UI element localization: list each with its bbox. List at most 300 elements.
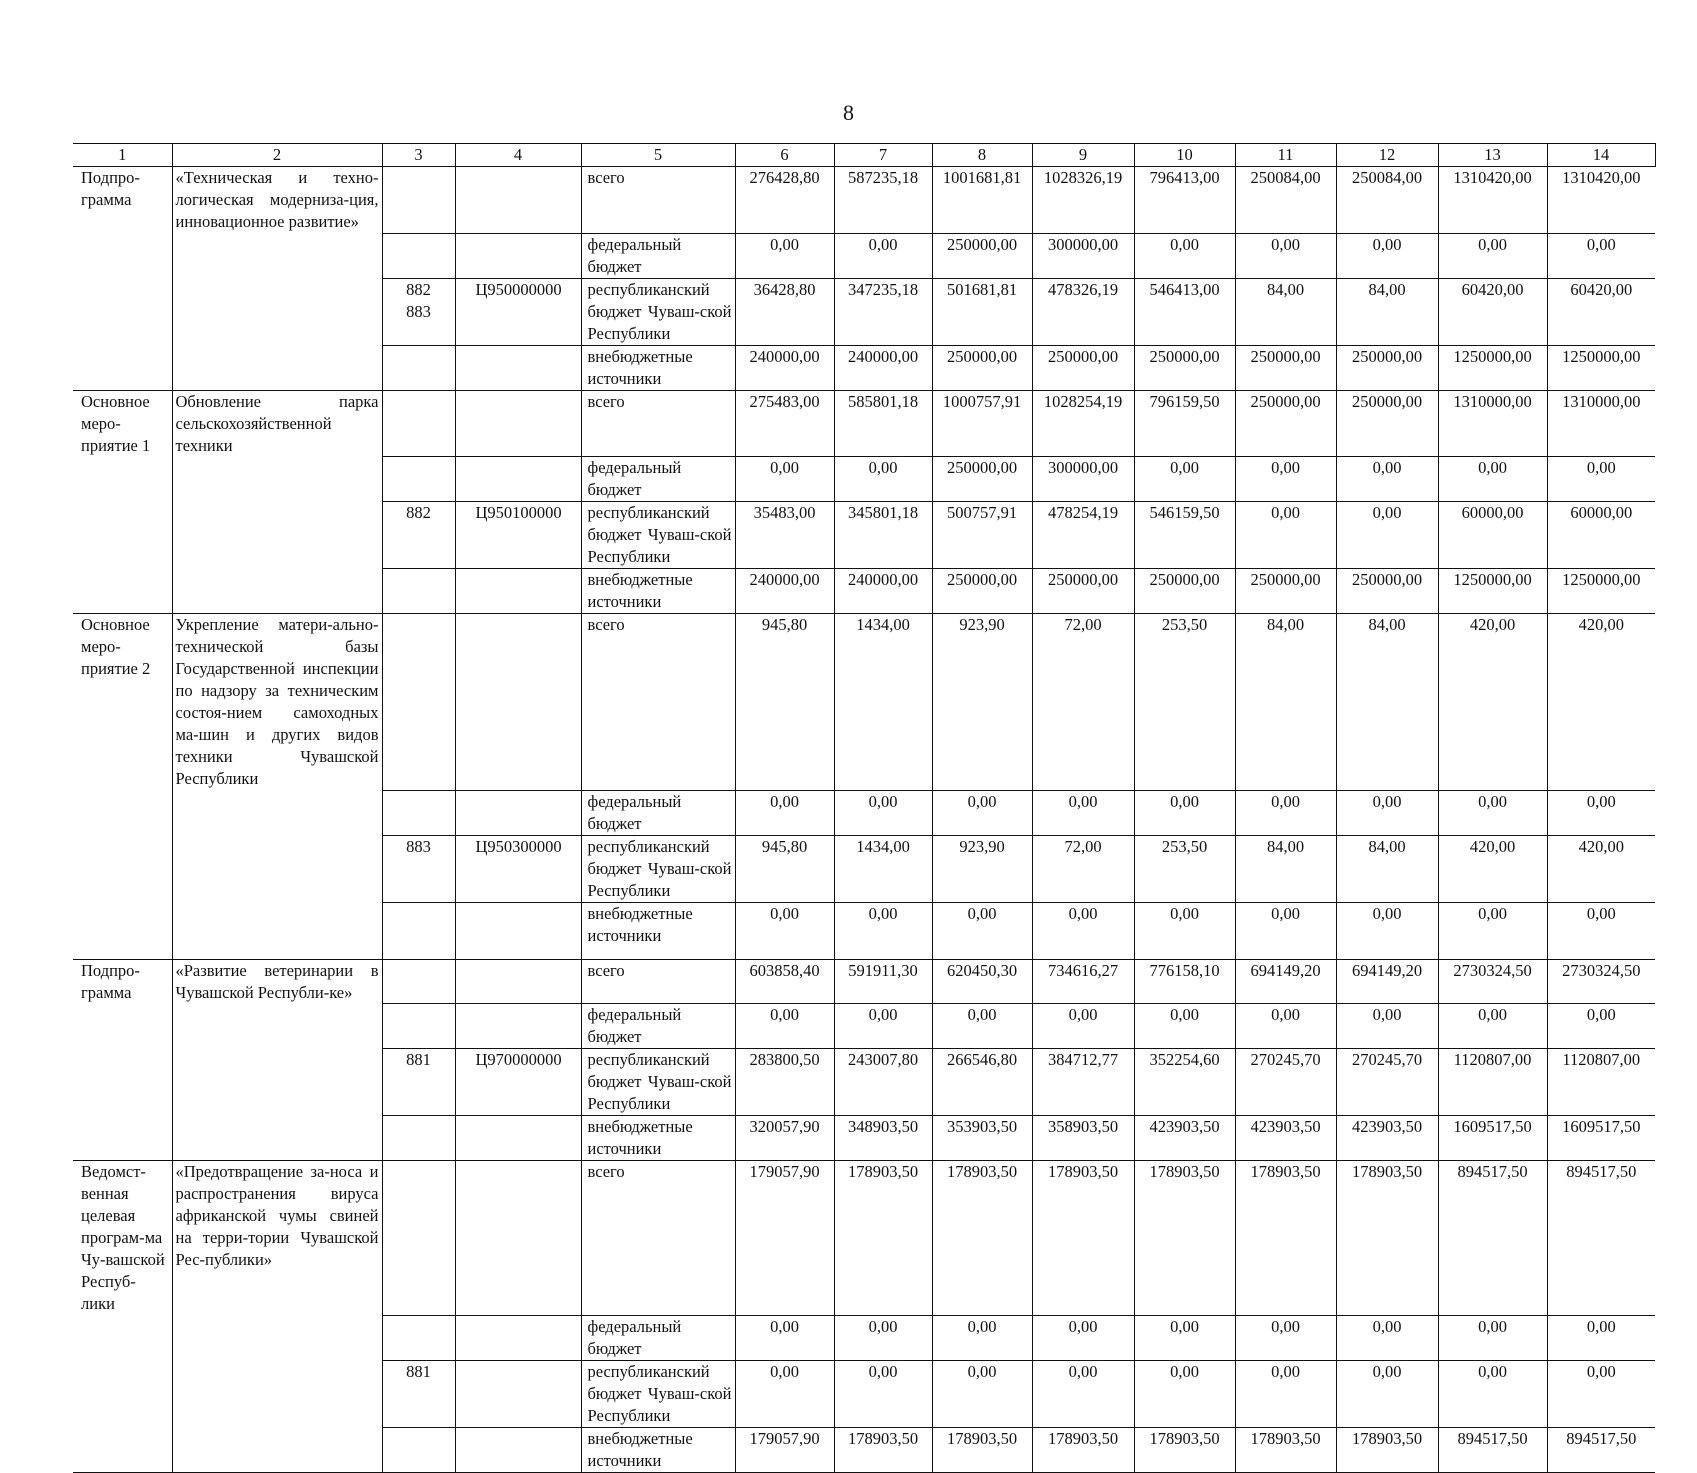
budget-value: 1028326,19: [1032, 167, 1134, 234]
column-header: 13: [1438, 144, 1547, 167]
budget-value: 1000757,91: [932, 390, 1032, 457]
budget-value: 0,00: [1032, 1360, 1134, 1427]
table-row: [73, 502, 1655, 569]
budget-value: 0,00: [932, 1315, 1032, 1360]
budget-value: 0,00: [735, 790, 834, 835]
budget-value: 0,00: [1336, 233, 1438, 278]
budget-value: 2730324,50: [1438, 959, 1547, 1004]
target-article-code: Ц950300000: [455, 835, 581, 902]
column-header: 2: [172, 144, 382, 167]
program-name: [172, 1360, 382, 1427]
budget-value: 1120807,00: [1547, 1049, 1655, 1116]
budget-value: 0,00: [1547, 233, 1655, 278]
budget-value: 250000,00: [932, 569, 1032, 614]
budget-value: 0,00: [1438, 457, 1547, 502]
program-name: [172, 1116, 382, 1161]
budget-value: 0,00: [1336, 1360, 1438, 1427]
budget-value: 0,00: [1438, 1004, 1547, 1049]
budget-value: 0,00: [834, 1315, 932, 1360]
table-row: [73, 614, 1655, 791]
budget-value: 178903,50: [834, 1161, 932, 1316]
budget-value: 347235,18: [834, 278, 932, 345]
program-name: «Предотвращение за-носа и распространения вируса африканской чумы свиней на терри-тории Чувашской Рес-публики»: [172, 1161, 382, 1316]
budget-value: 1028254,19: [1032, 390, 1134, 457]
program-type: [73, 457, 172, 502]
budget-value: 0,00: [932, 902, 1032, 959]
budget-value: 546159,50: [1134, 502, 1235, 569]
grbs-code: 882: [382, 502, 455, 569]
budget-value: 894517,50: [1547, 1161, 1655, 1316]
budget-value: 178903,50: [1235, 1427, 1336, 1472]
funding-source: всего: [581, 167, 735, 234]
funding-source: федеральный бюджет: [581, 1004, 735, 1049]
program-type: Подпро- грамма: [73, 959, 172, 1004]
budget-value: 250000,00: [932, 233, 1032, 278]
funding-source: республиканский бюджет Чуваш-ской Республики: [581, 1360, 735, 1427]
budget-value: 1609517,50: [1547, 1116, 1655, 1161]
target-article-code: [455, 167, 581, 234]
column-header: 6: [735, 144, 834, 167]
budget-value: 0,00: [1032, 902, 1134, 959]
budget-value: 178903,50: [932, 1161, 1032, 1316]
budget-value: 0,00: [1336, 502, 1438, 569]
budget-value: 620450,30: [932, 959, 1032, 1004]
budget-value: 894517,50: [1438, 1427, 1547, 1472]
budget-value: 501681,81: [932, 278, 1032, 345]
program-name: [172, 790, 382, 835]
grbs-code: [382, 1116, 455, 1161]
program-type: Основное меро-приятие 1: [73, 390, 172, 457]
budget-value: 1434,00: [834, 835, 932, 902]
table-row: [73, 835, 1655, 902]
budget-value: 1434,00: [834, 614, 932, 791]
funding-source: федеральный бюджет: [581, 790, 735, 835]
table-row: [73, 902, 1655, 959]
column-header: 14: [1547, 144, 1655, 167]
budget-value: 420,00: [1438, 614, 1547, 791]
funding-source: внебюджетные источники: [581, 902, 735, 959]
budget-value: 250084,00: [1336, 167, 1438, 234]
budget-value: 546413,00: [1134, 278, 1235, 345]
budget-value: 945,80: [735, 835, 834, 902]
target-article-code: [455, 390, 581, 457]
budget-value: 348903,50: [834, 1116, 932, 1161]
program-name: [172, 345, 382, 390]
budget-value: 0,00: [1547, 1360, 1655, 1427]
target-article-code: [455, 1427, 581, 1472]
program-name: [172, 502, 382, 569]
program-name: [172, 569, 382, 614]
budget-value: 0,00: [1547, 902, 1655, 959]
program-name: «Техническая и техно-логическая модерниза-ция, инновационное развитие»: [172, 167, 382, 234]
budget-value: 0,00: [834, 1360, 932, 1427]
budget-value: 250000,00: [932, 345, 1032, 390]
budget-value: 0,00: [1438, 1360, 1547, 1427]
budget-value: 1250000,00: [1547, 569, 1655, 614]
budget-value: 423903,50: [1235, 1116, 1336, 1161]
funding-source: внебюджетные источники: [581, 345, 735, 390]
budget-value: 250000,00: [1336, 390, 1438, 457]
funding-source: республиканский бюджет Чуваш-ской Республики: [581, 502, 735, 569]
budget-value: 0,00: [1032, 1004, 1134, 1049]
budget-value: 179057,90: [735, 1161, 834, 1316]
grbs-code: [382, 457, 455, 502]
table-row: [73, 1004, 1655, 1049]
budget-value: 734616,27: [1032, 959, 1134, 1004]
budget-value: 0,00: [834, 1004, 932, 1049]
column-header: 12: [1336, 144, 1438, 167]
grbs-code: [382, 569, 455, 614]
budget-value: 0,00: [1438, 902, 1547, 959]
budget-value: 1310000,00: [1438, 390, 1547, 457]
program-type: [73, 233, 172, 278]
funding-source: федеральный бюджет: [581, 233, 735, 278]
grbs-code: 881: [382, 1360, 455, 1427]
table-header-row: [73, 144, 1655, 167]
budget-value: 0,00: [1235, 502, 1336, 569]
grbs-code: [382, 233, 455, 278]
budget-value: 250084,00: [1235, 167, 1336, 234]
budget-value: 0,00: [735, 457, 834, 502]
target-article-code: [455, 959, 581, 1004]
budget-value: 0,00: [735, 233, 834, 278]
grbs-code: [382, 167, 455, 234]
budget-value: 250000,00: [1336, 569, 1438, 614]
budget-value: 0,00: [735, 902, 834, 959]
program-name: [172, 1049, 382, 1116]
grbs-code: [382, 1161, 455, 1316]
budget-value: 84,00: [1235, 278, 1336, 345]
funding-source: республиканский бюджет Чуваш-ской Республики: [581, 278, 735, 345]
budget-value: 796413,00: [1134, 167, 1235, 234]
budget-value: 384712,77: [1032, 1049, 1134, 1116]
budget-value: 2730324,50: [1547, 959, 1655, 1004]
budget-value: 84,00: [1336, 835, 1438, 902]
program-type: [73, 1360, 172, 1427]
budget-value: 0,00: [1134, 790, 1235, 835]
budget-value: 250000,00: [1032, 345, 1134, 390]
budget-value: 1310420,00: [1438, 167, 1547, 234]
budget-value: 72,00: [1032, 614, 1134, 791]
budget-value: 0,00: [834, 790, 932, 835]
funding-source: внебюджетные источники: [581, 569, 735, 614]
program-type: [73, 1004, 172, 1049]
target-article-code: [455, 345, 581, 390]
budget-value: 358903,50: [1032, 1116, 1134, 1161]
budget-value: 250000,00: [1235, 569, 1336, 614]
budget-value: 283800,50: [735, 1049, 834, 1116]
budget-value: 420,00: [1438, 835, 1547, 902]
budget-value: 178903,50: [1235, 1161, 1336, 1316]
program-type: [73, 1049, 172, 1116]
budget-value: 603858,40: [735, 959, 834, 1004]
budget-value: 1310420,00: [1547, 167, 1655, 234]
budget-value: 60420,00: [1547, 278, 1655, 345]
budget-value: 923,90: [932, 835, 1032, 902]
grbs-code: [382, 1315, 455, 1360]
budget-value: 0,00: [1547, 457, 1655, 502]
budget-value: 894517,50: [1438, 1161, 1547, 1316]
funding-source: всего: [581, 390, 735, 457]
program-name: [172, 902, 382, 959]
budget-value: 585801,18: [834, 390, 932, 457]
budget-value: 300000,00: [1032, 233, 1134, 278]
budget-value: 35483,00: [735, 502, 834, 569]
budget-value: 0,00: [1547, 1004, 1655, 1049]
budget-value: 275483,00: [735, 390, 834, 457]
budget-value: 478254,19: [1032, 502, 1134, 569]
budget-value: 923,90: [932, 614, 1032, 791]
budget-value: 0,00: [1438, 790, 1547, 835]
program-type: [73, 1315, 172, 1360]
budget-value: 0,00: [1134, 457, 1235, 502]
budget-value: 250000,00: [1235, 345, 1336, 390]
grbs-code: [382, 902, 455, 959]
budget-value: 776158,10: [1134, 959, 1235, 1004]
budget-value: 796159,50: [1134, 390, 1235, 457]
program-name: [172, 1427, 382, 1472]
target-article-code: [455, 1315, 581, 1360]
target-article-code: Ц950000000: [455, 278, 581, 345]
budget-value: 1310000,00: [1547, 390, 1655, 457]
budget-value: 352254,60: [1134, 1049, 1235, 1116]
program-name: [172, 278, 382, 345]
table-row: [73, 390, 1655, 457]
table-row: [73, 233, 1655, 278]
target-article-code: [455, 790, 581, 835]
target-article-code: [455, 457, 581, 502]
target-article-code: Ц950100000: [455, 502, 581, 569]
budget-value: 84,00: [1336, 278, 1438, 345]
budget-value: 253,50: [1134, 835, 1235, 902]
budget-value: 0,00: [1235, 790, 1336, 835]
budget-value: 0,00: [1336, 790, 1438, 835]
budget-value: 240000,00: [735, 569, 834, 614]
budget-value: 1120807,00: [1438, 1049, 1547, 1116]
program-name: [172, 457, 382, 502]
budget-value: 84,00: [1235, 614, 1336, 791]
budget-value: 0,00: [1235, 1004, 1336, 1049]
funding-source: республиканский бюджет Чуваш-ской Республики: [581, 835, 735, 902]
budget-value: 0,00: [1235, 902, 1336, 959]
budget-value: 60000,00: [1547, 502, 1655, 569]
program-type: [73, 569, 172, 614]
budget-value: 420,00: [1547, 614, 1655, 791]
budget-value: 0,00: [1134, 233, 1235, 278]
table-row: [73, 569, 1655, 614]
budget-value: 945,80: [735, 614, 834, 791]
grbs-code: 881: [382, 1049, 455, 1116]
target-article-code: [455, 1360, 581, 1427]
program-type: [73, 790, 172, 835]
budget-value: 250000,00: [932, 457, 1032, 502]
column-header: 4: [455, 144, 581, 167]
grbs-code: 883: [382, 835, 455, 902]
budget-value: 0,00: [1032, 1315, 1134, 1360]
budget-value: 345801,18: [834, 502, 932, 569]
funding-source: внебюджетные источники: [581, 1427, 735, 1472]
table-row: [73, 1315, 1655, 1360]
budget-value: 1250000,00: [1547, 345, 1655, 390]
grbs-code: [382, 345, 455, 390]
table-row: [73, 959, 1655, 1004]
funding-source: внебюджетные источники: [581, 1116, 735, 1161]
program-name: Обновление парка сельскохозяйственной техники: [172, 390, 382, 457]
budget-value: 0,00: [1547, 1315, 1655, 1360]
program-type: [73, 345, 172, 390]
program-name: «Развитие ветеринарии в Чувашской Республи-ке»: [172, 959, 382, 1004]
column-header: 7: [834, 144, 932, 167]
budget-value: 250000,00: [1336, 345, 1438, 390]
page-number: 8: [843, 100, 854, 125]
budget-value: 240000,00: [735, 345, 834, 390]
budget-value: 0,00: [1438, 233, 1547, 278]
budget-value: 0,00: [1547, 790, 1655, 835]
funding-source: федеральный бюджет: [581, 1315, 735, 1360]
budget-value: 1001681,81: [932, 167, 1032, 234]
budget-value: 591911,30: [834, 959, 932, 1004]
budget-value: 84,00: [1235, 835, 1336, 902]
program-type: [73, 278, 172, 345]
budget-value: 894517,50: [1547, 1427, 1655, 1472]
budget-value: 423903,50: [1134, 1116, 1235, 1161]
column-header: 3: [382, 144, 455, 167]
budget-value: 0,00: [735, 1004, 834, 1049]
budget-value: 0,00: [1235, 457, 1336, 502]
grbs-code: [382, 1004, 455, 1049]
program-type: [73, 1116, 172, 1161]
table-row: [73, 790, 1655, 835]
column-header: 11: [1235, 144, 1336, 167]
grbs-code: [382, 614, 455, 791]
program-type: [73, 502, 172, 569]
grbs-code: [382, 790, 455, 835]
budget-value: 0,00: [735, 1315, 834, 1360]
table-row: [73, 1116, 1655, 1161]
budget-value: 276428,80: [735, 167, 834, 234]
budget-value: 72,00: [1032, 835, 1134, 902]
budget-value: 478326,19: [1032, 278, 1134, 345]
program-type: [73, 835, 172, 902]
funding-source: республиканский бюджет Чуваш-ской Республики: [581, 1049, 735, 1116]
budget-value: 1609517,50: [1438, 1116, 1547, 1161]
budget-value: 36428,80: [735, 278, 834, 345]
target-article-code: [455, 1116, 581, 1161]
budget-value: 0,00: [1336, 902, 1438, 959]
budget-value: 178903,50: [1134, 1161, 1235, 1316]
budget-value: 250000,00: [1134, 569, 1235, 614]
budget-value: 178903,50: [1336, 1427, 1438, 1472]
budget-value: 423903,50: [1336, 1116, 1438, 1161]
budget-value: 0,00: [1032, 790, 1134, 835]
grbs-code: [382, 390, 455, 457]
budget-value: 0,00: [1336, 457, 1438, 502]
budget-value: 253,50: [1134, 614, 1235, 791]
budget-value: 0,00: [1235, 233, 1336, 278]
budget-value: 1250000,00: [1438, 345, 1547, 390]
budget-value: 587235,18: [834, 167, 932, 234]
budget-value: 420,00: [1547, 835, 1655, 902]
table-row: [73, 1161, 1655, 1316]
budget-value: 179057,90: [735, 1427, 834, 1472]
program-type: [73, 902, 172, 959]
budget-value: 250000,00: [1032, 569, 1134, 614]
target-article-code: Ц970000000: [455, 1049, 581, 1116]
program-type: Подпро- грамма: [73, 167, 172, 234]
column-header: 10: [1134, 144, 1235, 167]
table-row: [73, 457, 1655, 502]
budget-value: 0,00: [1134, 1004, 1235, 1049]
funding-source: всего: [581, 614, 735, 791]
budget-value: 178903,50: [1032, 1427, 1134, 1472]
budget-value: 0,00: [932, 1360, 1032, 1427]
budget-value: 0,00: [1134, 902, 1235, 959]
budget-value: 250000,00: [1134, 345, 1235, 390]
column-header: 9: [1032, 144, 1134, 167]
column-header: 5: [581, 144, 735, 167]
budget-value: 0,00: [834, 233, 932, 278]
budget-value: 270245,70: [1336, 1049, 1438, 1116]
budget-table: [73, 143, 1656, 1473]
budget-value: 0,00: [1235, 1360, 1336, 1427]
budget-value: 0,00: [1438, 1315, 1547, 1360]
budget-value: 178903,50: [1032, 1161, 1134, 1316]
budget-value: 240000,00: [834, 569, 932, 614]
funding-source: всего: [581, 1161, 735, 1316]
budget-value: 694149,20: [1336, 959, 1438, 1004]
budget-value: 353903,50: [932, 1116, 1032, 1161]
budget-value: 178903,50: [1336, 1161, 1438, 1316]
target-article-code: [455, 902, 581, 959]
budget-value: 0,00: [834, 457, 932, 502]
budget-value: 0,00: [932, 790, 1032, 835]
budget-value: 1250000,00: [1438, 569, 1547, 614]
budget-value: 694149,20: [1235, 959, 1336, 1004]
budget-value: 0,00: [1134, 1315, 1235, 1360]
budget-value: 60000,00: [1438, 502, 1547, 569]
program-name: [172, 1315, 382, 1360]
budget-value: 266546,80: [932, 1049, 1032, 1116]
target-article-code: [455, 233, 581, 278]
budget-value: 243007,80: [834, 1049, 932, 1116]
table-row: [73, 1049, 1655, 1116]
program-name: [172, 835, 382, 902]
budget-value: 250000,00: [1235, 390, 1336, 457]
budget-value: 178903,50: [932, 1427, 1032, 1472]
column-header: 1: [73, 144, 172, 167]
target-article-code: [455, 1004, 581, 1049]
program-type: [73, 1427, 172, 1472]
budget-value: 0,00: [1134, 1360, 1235, 1427]
program-name: [172, 233, 382, 278]
column-header: 8: [932, 144, 1032, 167]
table-row: [73, 1427, 1655, 1472]
target-article-code: [455, 569, 581, 614]
budget-value: 0,00: [1336, 1004, 1438, 1049]
target-article-code: [455, 1161, 581, 1316]
budget-value: 178903,50: [1134, 1427, 1235, 1472]
budget-value: 240000,00: [834, 345, 932, 390]
table-row: [73, 167, 1655, 234]
budget-value: 270245,70: [1235, 1049, 1336, 1116]
budget-value: 0,00: [735, 1360, 834, 1427]
table-row: [73, 278, 1655, 345]
budget-value: 0,00: [1336, 1315, 1438, 1360]
program-name: [172, 1004, 382, 1049]
budget-value: 0,00: [834, 902, 932, 959]
program-type: Ведомст-венная целевая програм-ма Чу-вашской Респуб-лики: [73, 1161, 172, 1316]
budget-value: 178903,50: [834, 1427, 932, 1472]
